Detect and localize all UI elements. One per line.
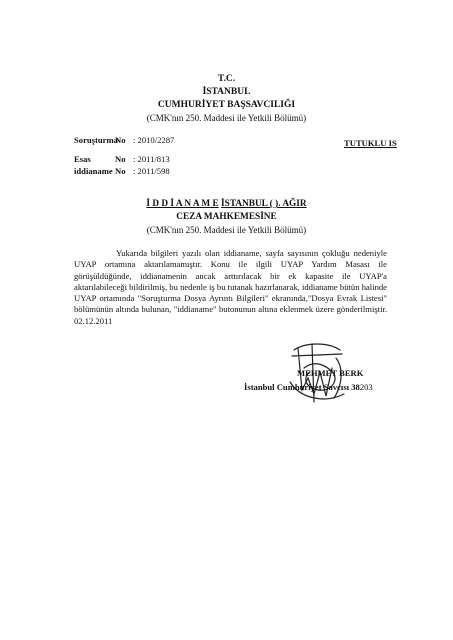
signature-title-suffix: 203 — [359, 382, 373, 392]
ref-esas-no: No — [115, 154, 126, 164]
signature-title-prefix: İstanbul Cumhuriyet Savcısı 38 — [244, 382, 360, 392]
body-paragraph: Yukarıda bilgileri yazılı olan iddianame, sayfa sayısının çokluğu nedeniyle UYAP ortamına aktarılamamıştır. Konu ile ilgili UYAP Yardım Masası ile görüşüldüğünde, iddianamenin ancak arttırılacak bir ek kapasite ile UYAP'a aktarılabileceği bildirilmiş, bu nedenle iş bu tutanak hazırlanarak, iddianame bütün halinde UYAP ortamında "Soruşturma Dosya Ayrıntı Bilgileri" ekranında,"Dosya Evrak Listesi" bölümünün altında bulunan, "iddianame" butonunun altına eklenmek üzere gönderilmiştir. 02.12.2011 — [74, 248, 387, 326]
header-office: CUMHURİYET BAŞSAVCILIĞI — [157, 100, 296, 110]
ref-sorusturma-label: Soruşturma — [74, 135, 118, 145]
ref-iddianame-value: : 2011/598 — [133, 166, 170, 176]
signature-name: MEHMET BERK — [297, 368, 364, 378]
ref-sorusturma-value: : 2010/2287 — [133, 135, 175, 145]
document-title — [0, 199, 453, 209]
ref-esas-value: : 2011/813 — [133, 154, 170, 164]
ref-iddianame-no: No — [115, 166, 126, 176]
header-city: İSTANBUL — [202, 87, 251, 97]
header-subtitle: (CMK'nın 250. Maddesi ile Yetkili Bölümü) — [146, 113, 307, 123]
status-badge: TUTUKLU IS — [344, 138, 397, 148]
header-tc: T.C. — [217, 74, 236, 84]
ref-esas-label: Esas — [74, 154, 91, 164]
title-court: İSTANBUL ( ). AĞIR — [221, 199, 307, 209]
title-line3: (CMK'nın 250. Maddesi ile Yetkili Bölümü) — [146, 225, 307, 235]
ref-iddianame-label: iddianame — [74, 166, 113, 176]
title-line2: CEZA MAHKEMESİNE — [176, 212, 277, 222]
ref-sorusturma-no: No — [115, 135, 126, 145]
signature-title — [244, 382, 373, 392]
title-spaced: İ D D İ A N A M E — [146, 199, 219, 209]
